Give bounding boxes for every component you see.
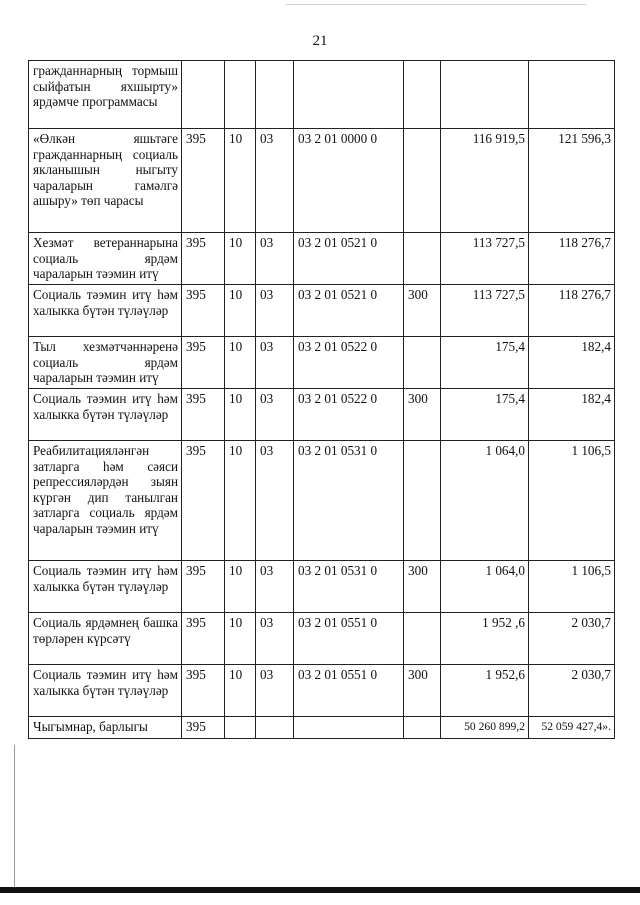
row-vr: 300 [404,285,441,337]
row-name: гражданнарның тормыш сыйфатын яхшырту» ярдәмче программасы [29,61,182,129]
row-name: Хезмәт ветераннарына социаль ярдәм чараларын тәэмин итү [29,233,182,285]
row-ved: 395 [182,389,225,441]
row-vr [404,441,441,561]
row-rz: 10 [225,129,256,233]
row-name: Тыл хезмәтчәннәренә социаль ярдәм чараларын тәэмин итү [29,337,182,389]
row-ved: 395 [182,337,225,389]
row-csr: 03 2 01 0551 0 [294,665,404,717]
row-ved: 395 [182,129,225,233]
row-rz [225,61,256,129]
row-csr: 03 2 01 0521 0 [294,233,404,285]
scan-bottom-bar [0,887,640,893]
row-vr [404,613,441,665]
row-vr: 300 [404,665,441,717]
row-csr [294,61,404,129]
row-vr [404,61,441,129]
row-year2: 2 030,7 [529,613,615,665]
row-pr [256,61,294,129]
row-vr [404,129,441,233]
table-row [29,441,615,561]
row-pr: 03 [256,613,294,665]
row-name: Социаль ярдәмнең башка төрләрен күрсәтү [29,613,182,665]
total-vr [404,717,441,739]
row-year1: 1 064,0 [441,561,529,613]
row-csr: 03 2 01 0551 0 [294,613,404,665]
row-rz: 10 [225,233,256,285]
row-year1: 116 919,5 [441,129,529,233]
row-csr: 03 2 01 0521 0 [294,285,404,337]
total-row [29,717,615,739]
row-year2: 118 276,7 [529,233,615,285]
total-year1: 50 260 899,2 [441,717,529,739]
row-year1: 113 727,5 [441,233,529,285]
total-label: Чыгымнар, барлыгы [29,717,182,739]
row-rz: 10 [225,389,256,441]
total-ved: 395 [182,717,225,739]
row-name: Социаль тәэмин итү һәм халыкка бүтән түләүләр [29,665,182,717]
row-name: Реабилитацияләнгән затларга һәм сәяси репрессияләрдән зыян күргән дип танылган затларга социаль ярдәм чараларын тәэмин итү [29,441,182,561]
row-year2: 182,4 [529,337,615,389]
scan-edge-line [14,745,15,887]
table-row [29,61,615,129]
table-body [29,61,615,739]
row-pr: 03 [256,665,294,717]
scan-edge-line [286,4,586,5]
budget-table [28,60,615,739]
row-pr: 03 [256,561,294,613]
row-year1: 1 064,0 [441,441,529,561]
table-row [29,389,615,441]
row-pr: 03 [256,129,294,233]
row-ved: 395 [182,665,225,717]
row-rz: 10 [225,613,256,665]
total-year2: 52 059 427,4». [529,717,615,739]
row-year2: 1 106,5 [529,561,615,613]
row-pr: 03 [256,441,294,561]
row-vr [404,337,441,389]
row-vr [404,233,441,285]
table-row [29,337,615,389]
total-rz [225,717,256,739]
row-name: Социаль тәэмин итү һәм халыкка бүтән түләүләр [29,561,182,613]
row-year2: 121 596,3 [529,129,615,233]
row-pr: 03 [256,233,294,285]
page-number: 21 [312,33,328,49]
table-row [29,285,615,337]
total-csr [294,717,404,739]
row-vr: 300 [404,561,441,613]
total-pr [256,717,294,739]
row-pr: 03 [256,389,294,441]
table-row [29,613,615,665]
row-ved [182,61,225,129]
row-ved: 395 [182,441,225,561]
row-rz: 10 [225,285,256,337]
row-vr: 300 [404,389,441,441]
row-csr: 03 2 01 0522 0 [294,337,404,389]
row-name: Социаль тәэмин итү һәм халыкка бүтән түләүләр [29,389,182,441]
row-year2: 2 030,7 [529,665,615,717]
row-year1: 1 952 ,6 [441,613,529,665]
row-year2 [529,61,615,129]
row-pr: 03 [256,337,294,389]
row-year1: 113 727,5 [441,285,529,337]
table-row [29,561,615,613]
row-year1: 1 952,6 [441,665,529,717]
row-year2: 118 276,7 [529,285,615,337]
row-csr: 03 2 01 0531 0 [294,441,404,561]
row-name: Социаль тәэмин итү һәм халыкка бүтән түләүләр [29,285,182,337]
row-ved: 395 [182,613,225,665]
row-pr: 03 [256,285,294,337]
row-rz: 10 [225,441,256,561]
row-rz: 10 [225,337,256,389]
row-name: «Өлкән яшьтәге гражданнарның социаль якланышын ныгыту чараларын гамәлгә ашыру» төп чарасы [29,129,182,233]
table-row [29,665,615,717]
row-year2: 1 106,5 [529,441,615,561]
row-year1: 175,4 [441,389,529,441]
row-csr: 03 2 01 0000 0 [294,129,404,233]
row-ved: 395 [182,561,225,613]
row-year2: 182,4 [529,389,615,441]
row-ved: 395 [182,285,225,337]
table-row [29,233,615,285]
row-year1: 175,4 [441,337,529,389]
table-row [29,129,615,233]
row-csr: 03 2 01 0531 0 [294,561,404,613]
row-year1 [441,61,529,129]
row-rz: 10 [225,665,256,717]
row-ved: 395 [182,233,225,285]
row-rz: 10 [225,561,256,613]
row-csr: 03 2 01 0522 0 [294,389,404,441]
